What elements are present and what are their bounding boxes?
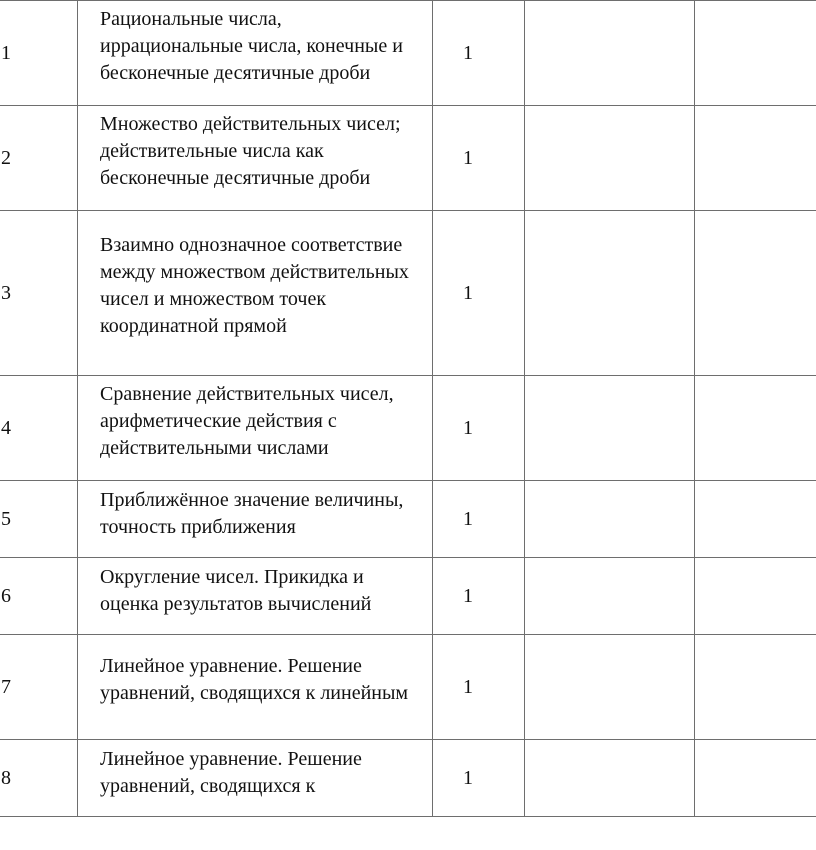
lesson-number: 6 xyxy=(1,584,11,607)
lesson-hours-cell xyxy=(433,558,525,635)
lesson-hours-cell xyxy=(433,376,525,481)
lesson-topic: Сравнение действительных чисел, арифметические действия с действительными числами xyxy=(100,382,394,459)
lesson-topic-cell xyxy=(78,211,433,376)
lesson-hours-cell xyxy=(433,481,525,558)
empty-cell xyxy=(525,740,695,817)
lesson-topic: Линейное уравнение. Решение уравнений, сводящихся к линейным xyxy=(100,655,409,704)
lesson-topic-cell xyxy=(78,106,433,211)
lesson-number-cell xyxy=(0,635,78,740)
lesson-number-cell xyxy=(0,376,78,481)
lesson-hours-cell xyxy=(433,740,525,817)
lesson-number: 8 xyxy=(1,766,11,789)
lesson-number: 7 xyxy=(1,675,11,698)
lesson-hours: 1 xyxy=(463,146,473,169)
lesson-hours: 1 xyxy=(463,766,473,789)
lesson-number-cell xyxy=(0,1,78,106)
lesson-number: 3 xyxy=(1,281,11,304)
table-row xyxy=(0,211,816,376)
table-row xyxy=(0,106,816,211)
table-row xyxy=(0,1,816,106)
empty-cell xyxy=(695,211,816,376)
lesson-number: 5 xyxy=(1,507,11,530)
table-row xyxy=(0,558,816,635)
empty-cell xyxy=(525,376,695,481)
lesson-number-cell xyxy=(0,740,78,817)
lesson-topic-cell xyxy=(78,635,433,740)
lesson-hours-cell xyxy=(433,106,525,211)
empty-cell xyxy=(695,481,816,558)
lesson-number-cell xyxy=(0,211,78,376)
table-row xyxy=(0,740,816,817)
empty-cell xyxy=(695,106,816,211)
empty-cell xyxy=(525,481,695,558)
lesson-number: 2 xyxy=(1,146,11,169)
empty-cell xyxy=(695,376,816,481)
lesson-topic: Округление чисел. Прикидка и оценка результатов вычислений xyxy=(100,566,372,615)
lesson-hours: 1 xyxy=(463,675,473,698)
lesson-number: 1 xyxy=(1,41,11,64)
lesson-topic: Рациональные числа, иррациональные числа, конечные и бесконечные десятичные дроби xyxy=(100,7,403,84)
empty-cell xyxy=(695,558,816,635)
lesson-hours: 1 xyxy=(463,584,473,607)
table-row xyxy=(0,635,816,740)
lesson-topic: Приближённое значение величины, точность приближения xyxy=(100,489,404,538)
lesson-hours-cell xyxy=(433,1,525,106)
lesson-topic-cell xyxy=(78,376,433,481)
lesson-topic: Взаимно однозначное соответствие между множеством действительных чисел и множеством точек координатной прямой xyxy=(100,234,409,337)
empty-cell xyxy=(695,740,816,817)
empty-cell xyxy=(525,211,695,376)
lesson-hours: 1 xyxy=(463,507,473,530)
lesson-number-cell xyxy=(0,558,78,635)
lesson-number-cell xyxy=(0,106,78,211)
lesson-topic-cell xyxy=(78,1,433,106)
empty-cell xyxy=(695,1,816,106)
lesson-number: 4 xyxy=(1,416,11,439)
lesson-topic: Множество действительных чисел; действительные числа как бесконечные десятичные дроби xyxy=(100,112,401,189)
empty-cell xyxy=(525,558,695,635)
empty-cell xyxy=(525,635,695,740)
table-row xyxy=(0,376,816,481)
lesson-topic: Линейное уравнение. Решение уравнений, сводящихся к xyxy=(100,748,362,797)
lesson-topic-cell xyxy=(78,558,433,635)
lesson-number-cell xyxy=(0,481,78,558)
lesson-hours: 1 xyxy=(463,281,473,304)
empty-cell xyxy=(695,635,816,740)
lesson-hours-cell xyxy=(433,211,525,376)
empty-cell xyxy=(525,106,695,211)
lesson-topic-cell xyxy=(78,740,433,817)
empty-cell xyxy=(525,1,695,106)
lesson-hours-cell xyxy=(433,635,525,740)
lesson-hours: 1 xyxy=(463,416,473,439)
lesson-topic-cell xyxy=(78,481,433,558)
lesson-hours: 1 xyxy=(463,41,473,64)
table-row xyxy=(0,481,816,558)
